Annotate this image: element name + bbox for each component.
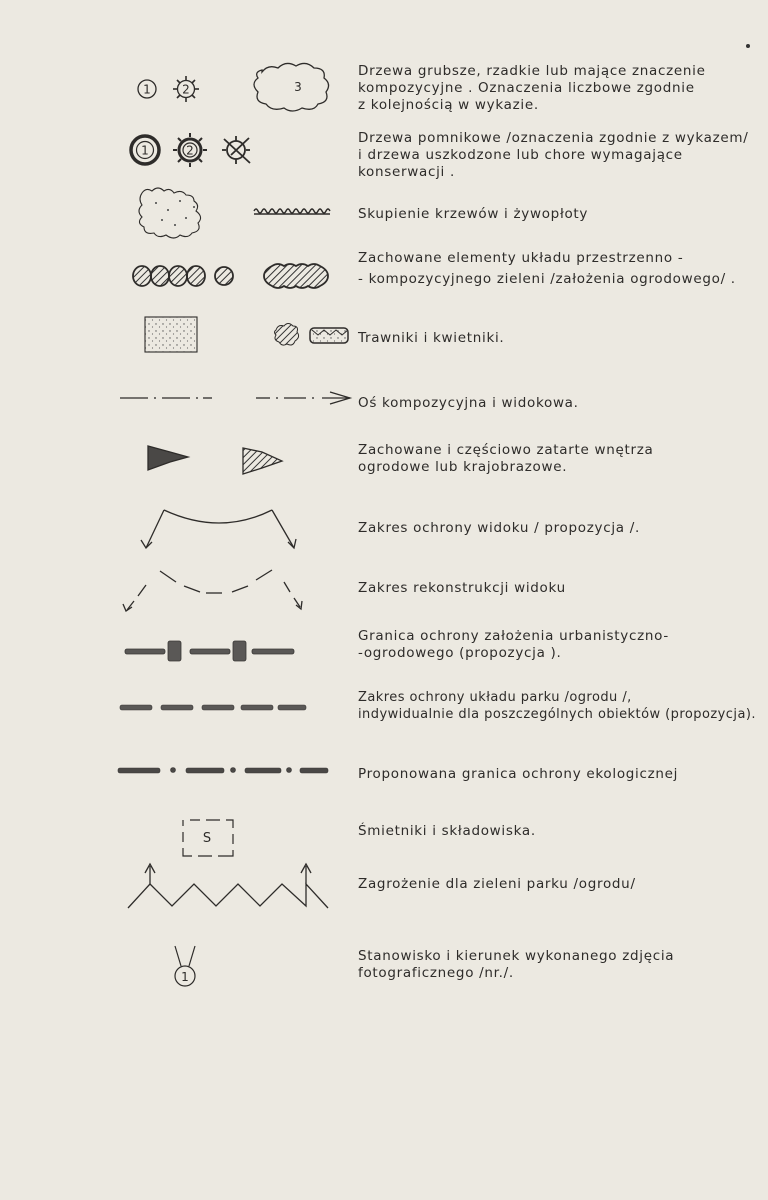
legend-text-threat: Zagrożenie dla zieleni parku /ogrodu/ [358, 876, 636, 892]
legend-text-shrubs: Skupienie krzewów i żywopłoty [358, 206, 589, 222]
tree-number-1: 1 [143, 82, 151, 97]
view-protection-symbol [141, 510, 296, 548]
tree-crown-cloud-3 [254, 63, 329, 111]
photo-station-symbol [175, 946, 195, 986]
legend-text-axis: Oś kompozycyjna i widokowa. [358, 395, 579, 411]
photo-number: 1 [181, 970, 189, 984]
legend-text-lawns: Trawniki i kwietniki. [358, 330, 505, 346]
legend-text-dumps: Śmietniki i składowiska. [358, 823, 536, 839]
legend-text-park-protection: Zakres ochrony układu parku /ogrodu /, indywidualnie dla poszczególnych obiektów (propozycja). [358, 690, 756, 722]
legend-text-urban-boundary: Granica ochrony założenia urbanistyczno- -ogrodowego (propozycja ). [358, 628, 669, 661]
monument-number-2: 2 [186, 143, 194, 158]
legend-text-view-protection: Zakres ochrony widoku / propozycja /. [358, 520, 640, 536]
hatched-interior-arrow [243, 448, 282, 474]
solid-interior-arrow [148, 446, 188, 470]
urban-boundary-symbol [125, 641, 294, 661]
shrub-and-hedge-symbols [139, 188, 330, 238]
view-reconstruction-symbol [123, 570, 302, 611]
lawn-and-flowerbed-symbols [145, 317, 348, 352]
dump-letter: S [202, 831, 212, 846]
park-protection-dashed-line [120, 705, 306, 710]
legend-text-composition: Zachowane elementy układu przestrzenno - - kompozycyjnego zieleni /założenia ogrodowego/ . [358, 250, 736, 287]
hedge-line [254, 209, 330, 214]
lawn-rectangle [145, 317, 197, 352]
ecological-boundary-line [118, 768, 328, 774]
tree-number-3: 3 [294, 80, 302, 94]
composition-element-symbols [133, 264, 328, 288]
interior-arrow-symbols [148, 446, 282, 474]
monument-number-1: 1 [141, 143, 149, 158]
shrub-cluster [139, 188, 201, 238]
numbered-tree-symbols [138, 63, 329, 111]
legend-text-photo-station: Stanowisko i kierunek wykonanego zdjęcia fotograficznego /nr./. [358, 948, 675, 981]
dump-symbol [183, 820, 233, 856]
tree-number-2: 2 [182, 82, 190, 97]
legend-text-view-reconstruction: Zakres rekonstrukcji widoku [358, 580, 566, 596]
axis-symbols [120, 392, 350, 404]
threat-zigzag-symbol [128, 864, 328, 908]
legend-text-trees: Drzewa grubsze, rzadkie lub mające znaczenie kompozycyjne . Oznaczenia liczbowe zgodnie z kolejnością w wykazie. [358, 63, 706, 113]
legend-text-ecological: Proponowana granica ochrony ekologicznej [358, 766, 679, 782]
legend-text-monument-trees: Drzewa pomnikowe /oznaczenia zgodnie z wykazem/ i drzewa uszkodzone lub chore wymagające konserwacji . [358, 130, 749, 180]
monument-tree-symbols [131, 133, 250, 167]
legend-text-interiors: Zachowane i częściowo zatarte wnętrza ogrodowe lub krajobrazowe. [358, 442, 654, 475]
